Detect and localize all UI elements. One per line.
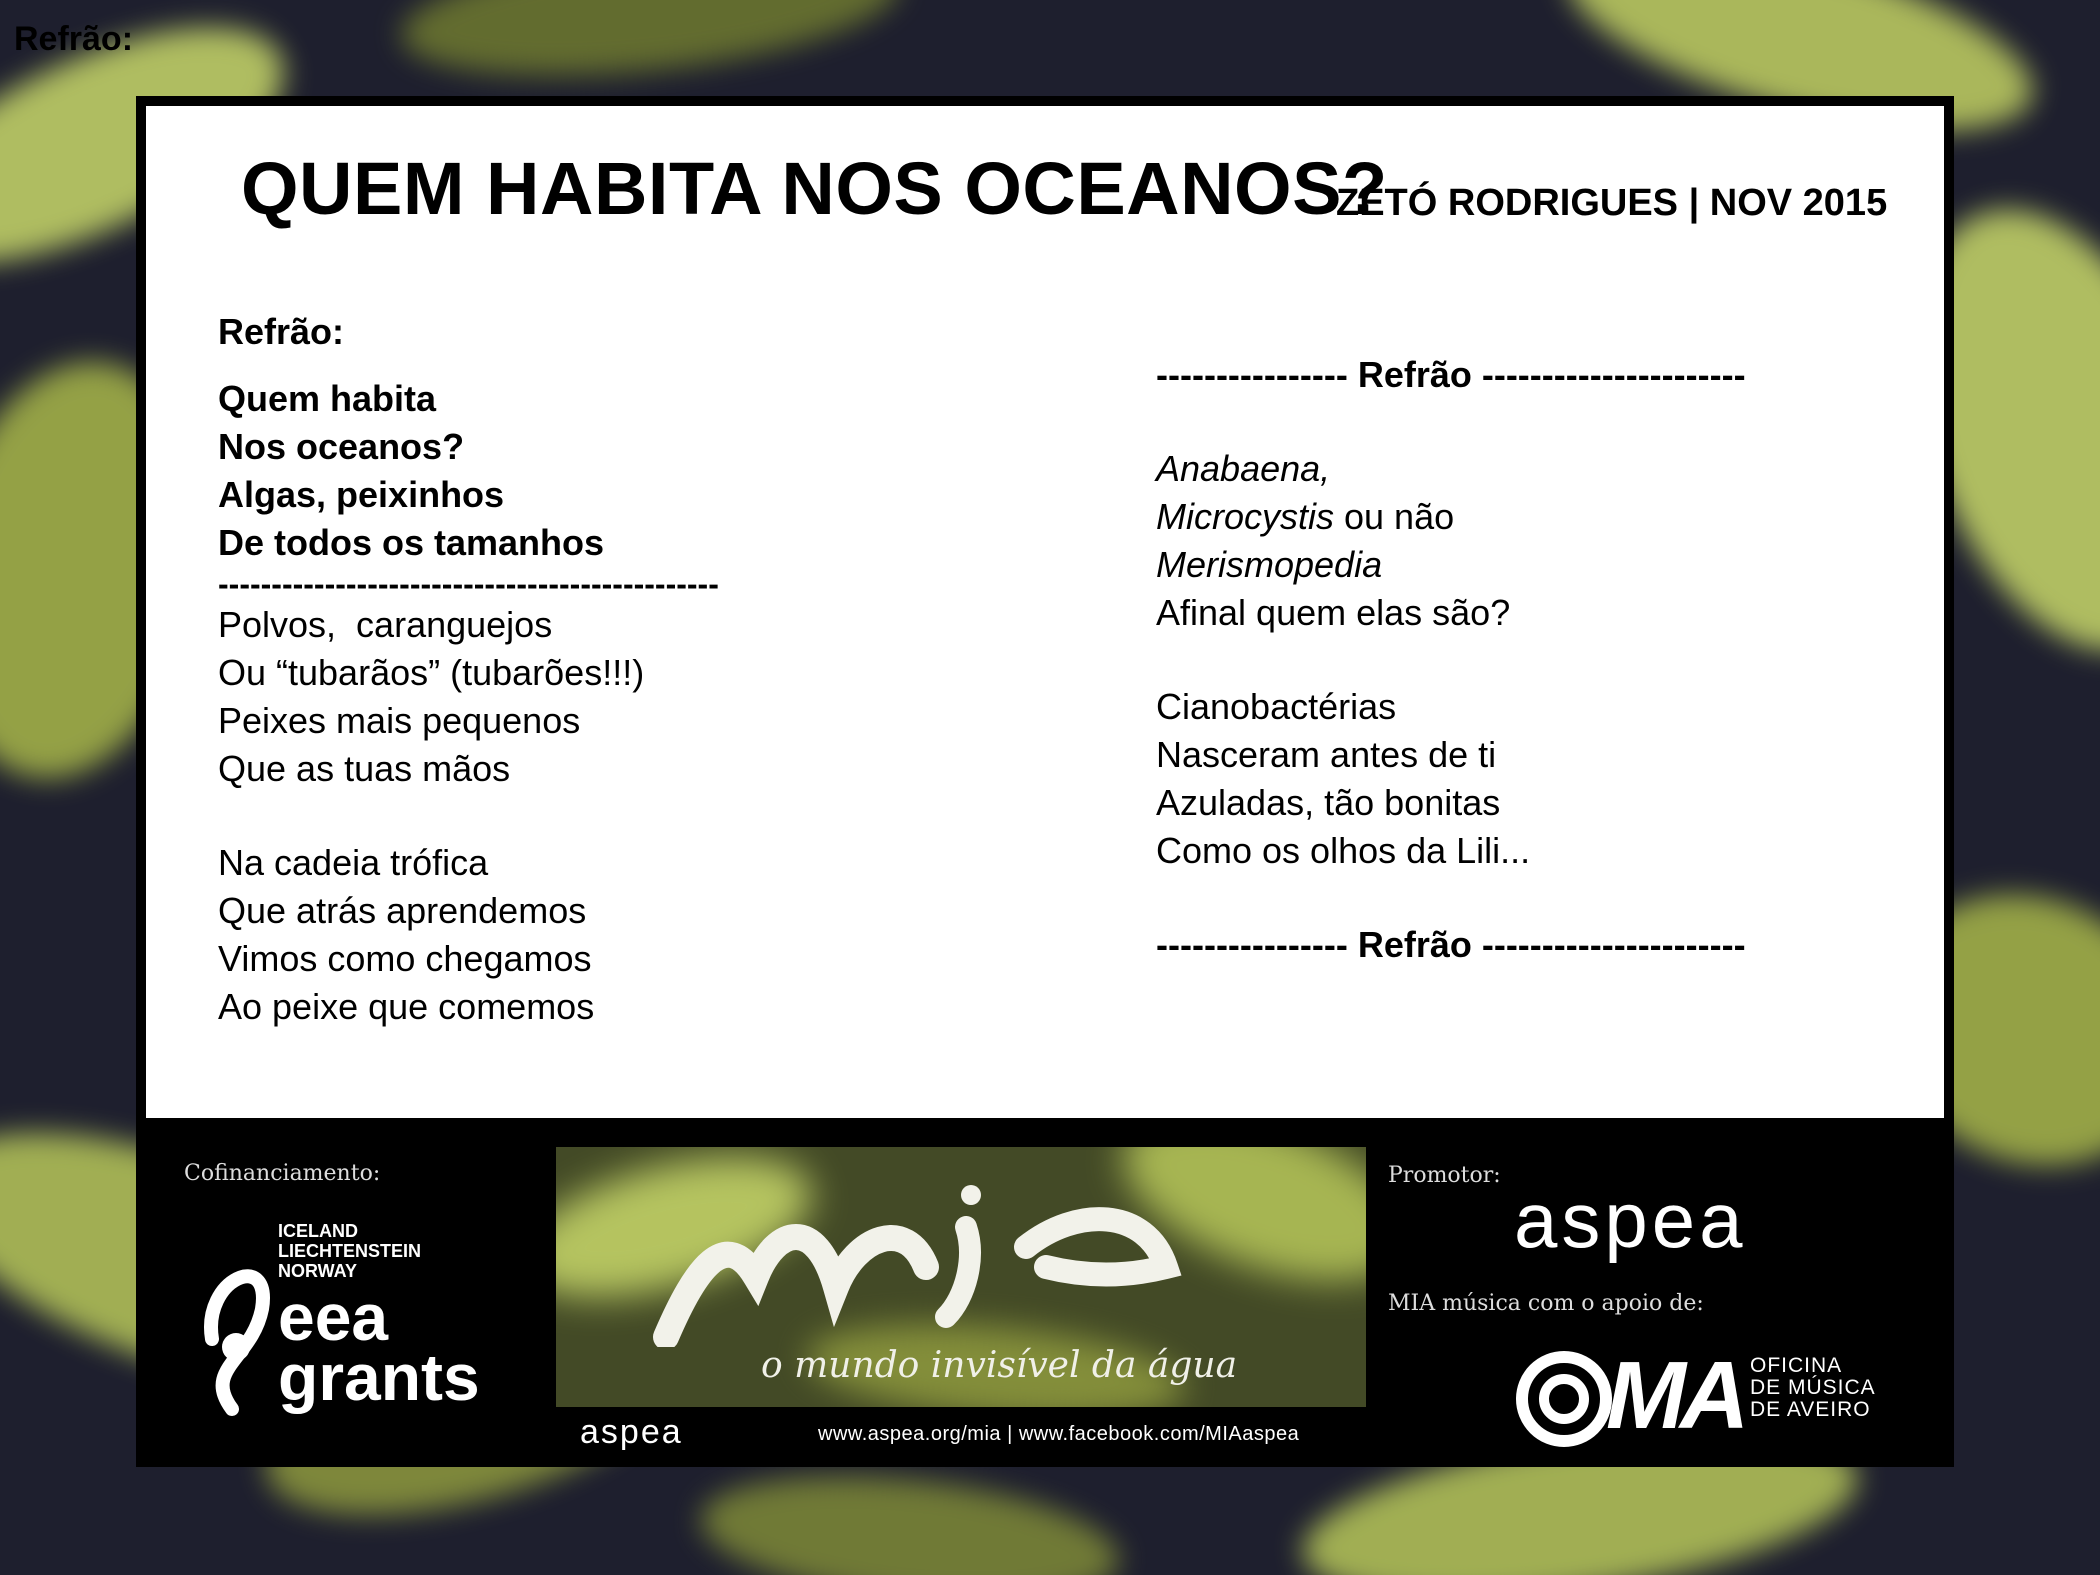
country-name: LIECHTENSTEIN xyxy=(278,1241,422,1261)
verse-line: Na cadeia trófica xyxy=(218,842,489,883)
oma-name-line: DE MÚSICA xyxy=(1750,1376,1876,1399)
song-title: QUEM HABITA NOS OCEANOS? xyxy=(241,147,1388,230)
mia-links-bar xyxy=(556,1407,1366,1457)
country-name: NORWAY xyxy=(278,1261,358,1281)
chorus-divider: ----------------------------------------------- xyxy=(218,566,719,602)
verse-block xyxy=(1156,683,1746,875)
verse-line: Nasceram antes de ti xyxy=(1156,734,1497,775)
verse-line: Polvos, caranguejos xyxy=(218,604,553,645)
oma-target-icon xyxy=(1514,1349,1614,1449)
verse-line: Afinal quem elas são? xyxy=(1156,592,1511,633)
apoio-label: MIA música com o apoio de: xyxy=(1388,1291,1704,1316)
mia-logo-icon xyxy=(626,1167,1226,1347)
chorus-line: Quem habita xyxy=(218,378,437,419)
verse-line: Como os olhos da Lili... xyxy=(1156,830,1531,871)
eea-grants-wordmark xyxy=(278,1280,480,1414)
verse-line: Que as tuas mãos xyxy=(218,748,511,789)
sponsor-footer xyxy=(136,1127,1954,1467)
country-name: ICELAND xyxy=(278,1221,358,1241)
chorus-line: Algas, peixinhos xyxy=(218,474,505,515)
refrao-label: Refrão: xyxy=(218,311,345,352)
lyrics-card xyxy=(136,96,1954,1127)
refrao-marker: ---------------- Refrão ---------------------- xyxy=(1156,924,1746,965)
lyrics-right-column xyxy=(1156,351,1746,969)
verse-text: ou não xyxy=(1334,496,1455,537)
oma-name xyxy=(1750,1355,1876,1421)
species-name: Microcystis xyxy=(1156,496,1334,537)
oma-name-line: DE AVEIRO xyxy=(1750,1398,1871,1421)
verse-line: Ou “tubarãos” (tubarões!!!) xyxy=(218,652,645,693)
chorus-line: De todos os tamanhos xyxy=(218,522,605,563)
aspea-logo: aspea xyxy=(1514,1176,1747,1264)
verse-line: Azuladas, tão bonitas xyxy=(1156,782,1501,823)
eea-countries xyxy=(278,1221,421,1281)
verse-line: Merismopedia xyxy=(1156,544,1383,585)
refrao-marker: ---------------- Refrão ---------------------- xyxy=(1156,354,1746,395)
oma-logo xyxy=(1514,1341,1894,1451)
lyrics-card-content xyxy=(146,106,1944,1118)
verse-block xyxy=(218,839,719,1031)
verse-block xyxy=(1156,445,1746,637)
verse-line: Vimos como chegamos xyxy=(218,938,592,979)
oma-name-line: OFICINA xyxy=(1750,1354,1843,1377)
verse-line: Anabaena, xyxy=(1156,448,1331,489)
verse-line: Cianobactérias xyxy=(1156,686,1397,727)
mia-banner xyxy=(556,1147,1366,1407)
corner-label: Refrão: xyxy=(14,20,134,58)
eea-word: eea xyxy=(278,1280,389,1354)
lyrics-left-column xyxy=(218,311,719,1031)
promotor-label: Promotor: xyxy=(1388,1163,1501,1188)
verse-line: Que atrás aprendemos xyxy=(218,890,587,931)
cofinanciamento-label: Cofinanciamento: xyxy=(184,1161,381,1186)
chorus-line: Nos oceanos? xyxy=(218,426,465,467)
author-date: ZÉTÓ RODRIGUES | NOV 2015 xyxy=(1336,182,1888,224)
verse-line xyxy=(1156,493,1746,541)
project-urls: www.aspea.org/mia | www.facebook.com/MIAaspea xyxy=(818,1423,1300,1445)
aspea-small-logo: aspea xyxy=(580,1413,683,1451)
grants-word: grants xyxy=(278,1340,480,1414)
verse-line: Ao peixe que comemos xyxy=(218,986,595,1027)
verse-block xyxy=(218,601,719,793)
mia-tagline: o mundo invisível da água xyxy=(761,1345,1238,1386)
oma-letters: MA xyxy=(1606,1342,1744,1449)
verse-line: Peixes mais pequenos xyxy=(218,700,581,741)
chorus-block xyxy=(218,375,719,567)
